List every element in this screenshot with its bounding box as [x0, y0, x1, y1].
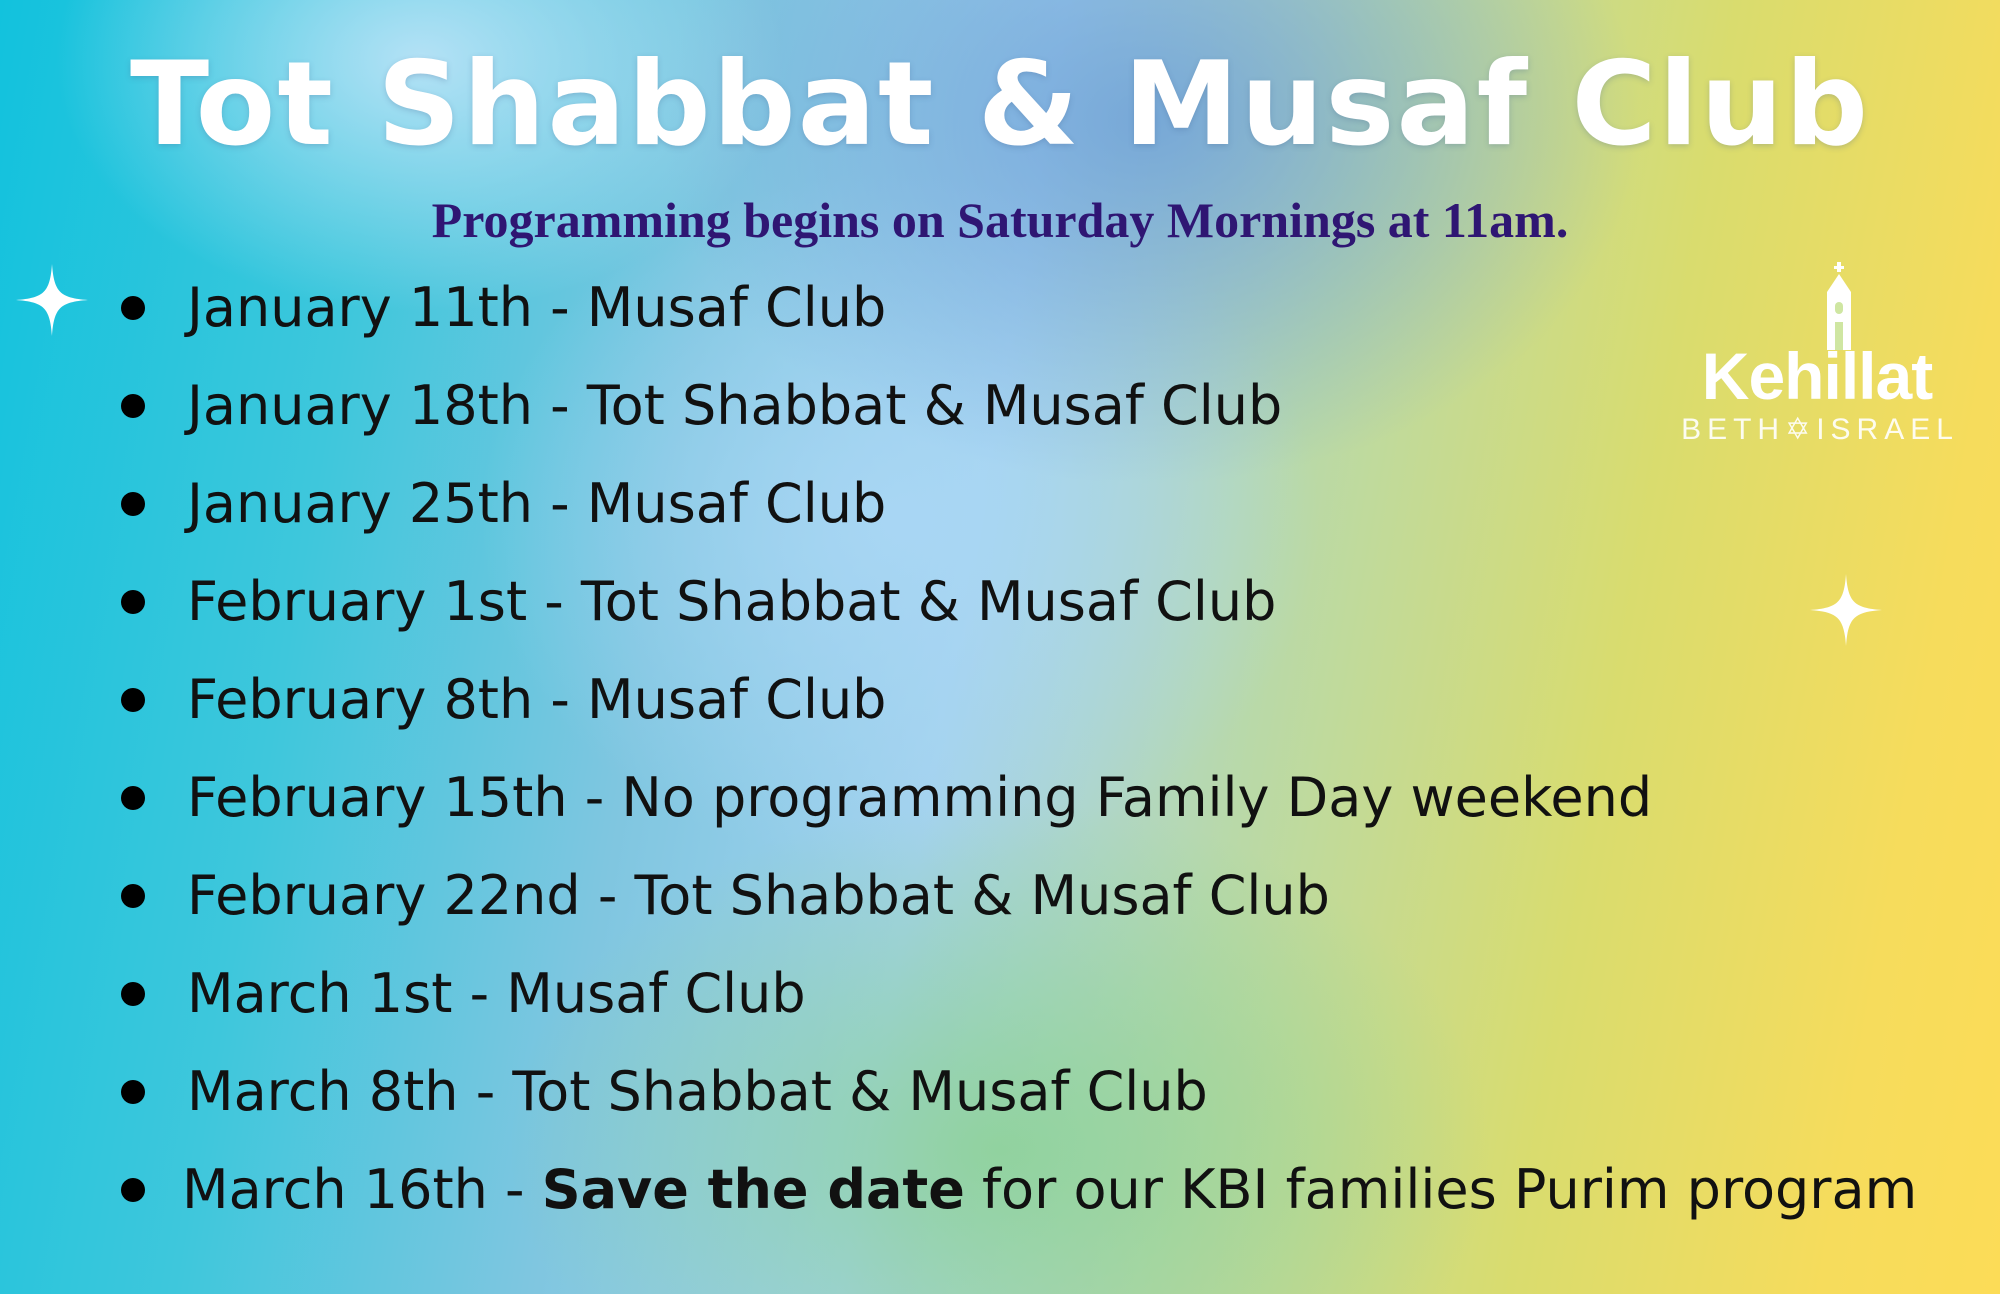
schedule-item: [115, 272, 1917, 370]
schedule-item-text: January 11th - Musaf Club: [187, 276, 887, 339]
schedule-item: [115, 664, 1917, 762]
save-date-emphasis: Save the date: [541, 1158, 965, 1221]
save-date-suffix: for our KBI families Purim program: [964, 1158, 1918, 1221]
schedule-item-text: January 18th - Tot Shabbat & Musaf Club: [187, 374, 1283, 437]
bullet-dot-icon: [121, 982, 145, 1006]
schedule-item: [115, 860, 1917, 958]
bullet-dot-icon: [121, 296, 145, 320]
bullet-dot-icon: [121, 1178, 145, 1202]
bullet-dot-icon: [121, 590, 145, 614]
schedule-item: [115, 958, 1917, 1056]
schedule-item-text: February 22nd - Tot Shabbat & Musaf Club: [187, 864, 1330, 927]
schedule-item-text: February 15th - No programming Family Day weekend: [187, 766, 1653, 829]
schedule-item: [115, 1056, 1917, 1154]
logo-name-line2: BETH✡ISRAEL: [1681, 413, 1959, 446]
schedule-item: [115, 762, 1917, 860]
bullet-dot-icon: [121, 884, 145, 908]
schedule-item-text: February 8th - Musaf Club: [187, 668, 887, 731]
schedule-item-text: March 8th - Tot Shabbat & Musaf Club: [187, 1060, 1208, 1123]
bullet-dot-icon: [121, 688, 145, 712]
bullet-dot-icon: [121, 786, 145, 810]
schedule-item: [115, 566, 1917, 664]
bullet-dot-icon: [121, 394, 145, 418]
schedule-list: [115, 272, 1917, 1252]
logo-name-line1: Kehillat: [1701, 339, 1933, 413]
kbi-logo: [1672, 262, 1972, 452]
page-title: Tot Shabbat & Musaf Club: [129, 37, 1871, 172]
page-subtitle: Programming begins on Saturday Mornings at 11am.: [431, 192, 1569, 248]
schedule-item: [115, 468, 1917, 566]
schedule-item: [115, 370, 1917, 468]
sparkle-icon-left: [14, 262, 90, 338]
schedule-item-text: March 1st - Musaf Club: [187, 962, 806, 1025]
schedule-item-text: January 25th - Musaf Club: [187, 472, 887, 535]
schedule-item-text: February 1st - Tot Shabbat & Musaf Club: [187, 570, 1277, 633]
bullet-dot-icon: [121, 492, 145, 516]
schedule-item-save-the-date: [115, 1154, 1917, 1252]
bullet-dot-icon: [121, 1080, 145, 1104]
save-date-prefix: March 16th -: [182, 1158, 542, 1221]
